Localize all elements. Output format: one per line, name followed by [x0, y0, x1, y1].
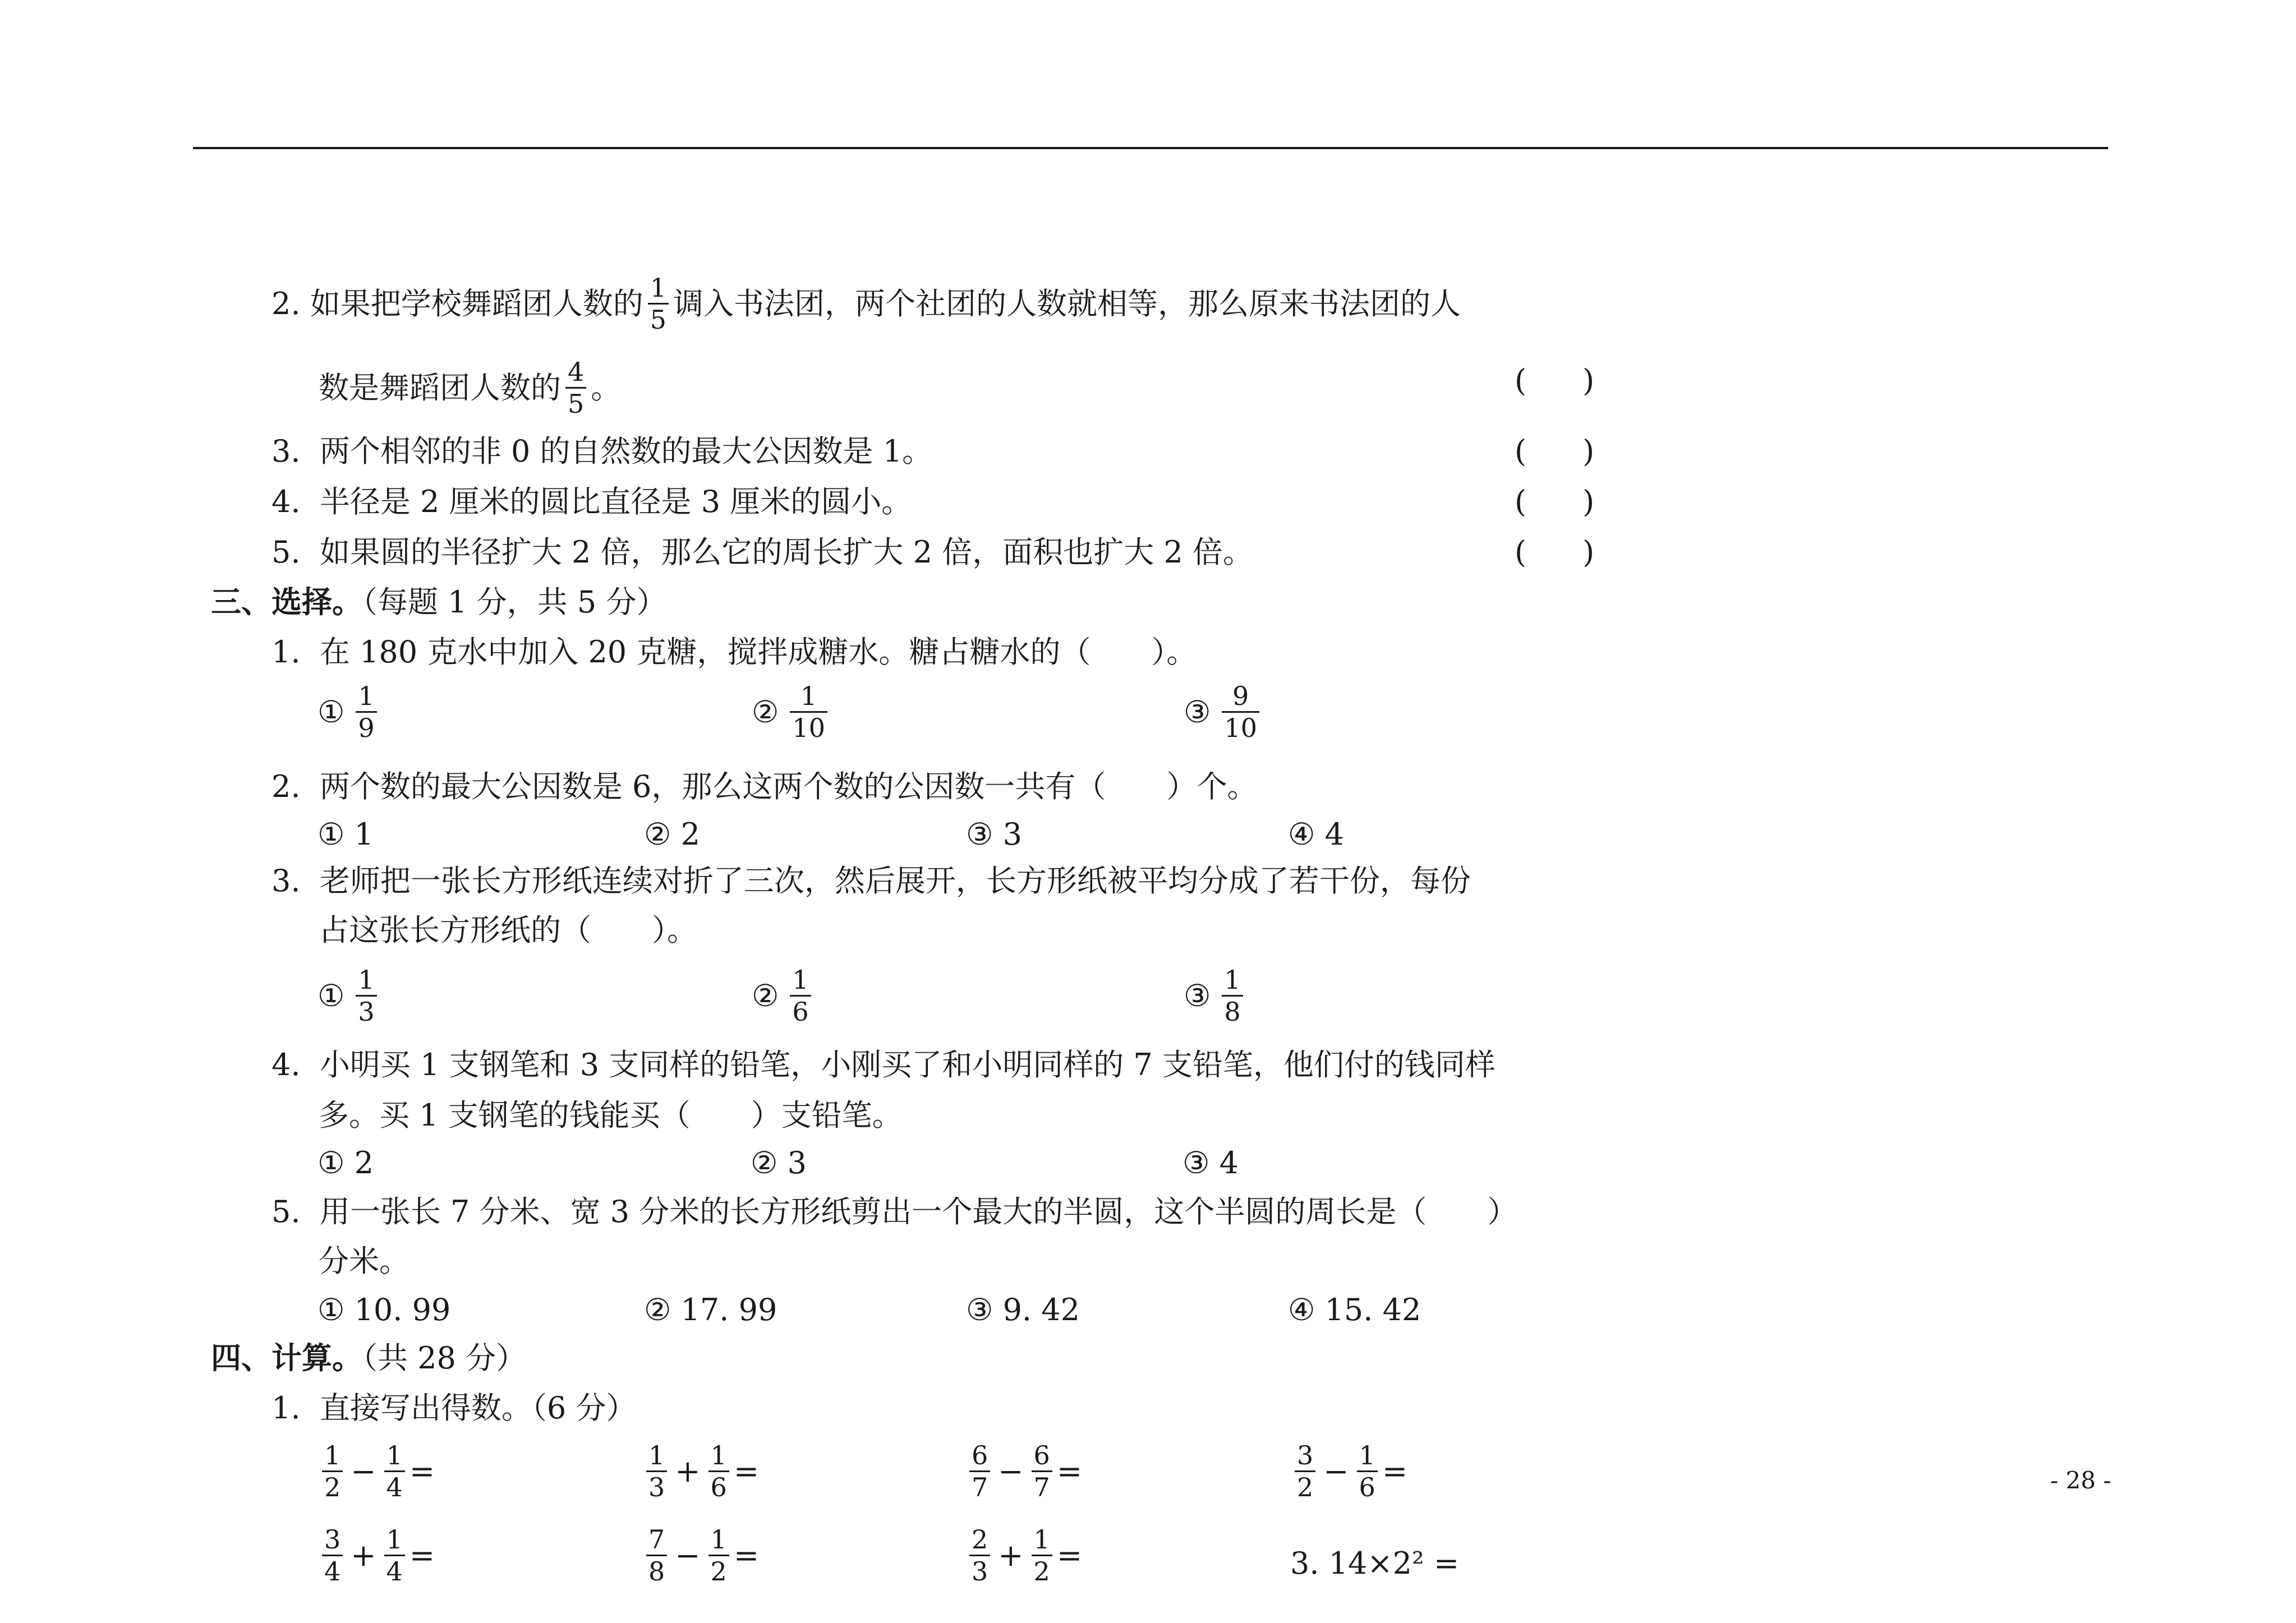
option-label: ③ 3 [966, 817, 1022, 852]
fraction [1357, 1442, 1378, 1500]
option-label: ④ 4 [1288, 817, 1344, 852]
fraction-numerator: 1 [710, 1524, 727, 1555]
paren-open: ( [1515, 363, 1527, 398]
fraction-numerator: 6 [1033, 1440, 1050, 1470]
option-mark: ① [318, 978, 345, 1013]
fraction-numerator: 1 [1224, 965, 1241, 995]
fraction-denominator: 8 [646, 1555, 667, 1584]
paren-close: ) [1582, 434, 1595, 469]
calc-item-2-3[interactable] [965, 1524, 1083, 1587]
choice-q4-option-1[interactable] [318, 1145, 374, 1181]
choice-q4-text-line2: 多。买 1 支钢笔的钱能买（ ）支铅笔。 [319, 1098, 903, 1133]
fraction-denominator: 7 [969, 1470, 990, 1500]
header-rule [193, 147, 2108, 149]
fraction [708, 1524, 729, 1587]
choice-q4-option-3[interactable] [1182, 1145, 1239, 1181]
choice-q5-line2 [319, 1243, 409, 1279]
fraction-numerator: 3 [324, 1524, 341, 1555]
judge-q5-text: 如果圆的半径扩大 2 倍，那么它的周长扩大 2 倍，面积也扩大 2 倍。 [319, 534, 1253, 570]
fraction-denominator: 9 [356, 711, 376, 741]
choice-q2-option-3[interactable] [966, 817, 1022, 852]
section-4-heading [211, 1340, 527, 1376]
option-label: ① 2 [318, 1145, 374, 1181]
calc-item-2-1[interactable] [318, 1524, 435, 1587]
calc-item-2-4[interactable] [1290, 1546, 1459, 1581]
choice-q1-option-1[interactable] [318, 683, 381, 741]
option-fraction [1222, 683, 1259, 741]
fraction-numerator: 1 [710, 1440, 727, 1470]
section-4-note: （共 28 分） [362, 1340, 527, 1376]
choice-q2-number: 2. [272, 769, 301, 804]
choice-q2-option-1[interactable] [318, 817, 374, 852]
calc-item-1-3[interactable] [965, 1442, 1082, 1500]
paren-open: ( [1515, 434, 1527, 469]
option-label: ① 10. 99 [318, 1292, 451, 1327]
fraction-numerator: 3 [1297, 1440, 1314, 1470]
fraction-denominator: 5 [648, 303, 669, 333]
fraction-numerator: 7 [648, 1524, 665, 1555]
choice-q3-line1 [272, 863, 1471, 898]
choice-q3-option-1[interactable] [318, 967, 381, 1025]
operator: − [675, 1538, 701, 1573]
fraction-numerator: 1 [650, 273, 666, 303]
calc-q1 [272, 1390, 637, 1426]
fraction-denominator: 2 [708, 1555, 729, 1584]
option-fraction [356, 683, 376, 741]
judge-q3-number: 3. [272, 434, 301, 469]
section-3-heading [211, 584, 667, 620]
judge-q2-text-part2: 调入书法团，两个社团的人数就相等，那么原来书法团的人 [673, 285, 1461, 321]
option-label: ② 17. 99 [644, 1292, 777, 1327]
choice-q4-line2 [319, 1100, 903, 1131]
fraction [1032, 1524, 1052, 1587]
fraction-denominator: 3 [969, 1555, 990, 1584]
choice-q1-option-3[interactable] [1184, 683, 1264, 741]
option-label: ③ 4 [1182, 1145, 1239, 1181]
paren-close: ) [1582, 484, 1595, 519]
choice-q3-option-2[interactable] [752, 967, 816, 1025]
paren-open: ( [1515, 534, 1527, 570]
equals-sign: = [1056, 1454, 1083, 1489]
fraction-denominator: 2 [1032, 1555, 1052, 1584]
fraction [1032, 1442, 1052, 1500]
fraction-numerator: 2 [972, 1524, 988, 1555]
judge-q2-number: 2. [272, 285, 301, 321]
fraction-denominator: 10 [790, 711, 827, 741]
option-label: ④ 15. 42 [1288, 1292, 1421, 1327]
equals-sign: = [1056, 1538, 1083, 1573]
calc-item-1-4[interactable] [1290, 1442, 1407, 1500]
paren-close: ) [1582, 363, 1595, 398]
option-label: ③ 9. 42 [966, 1292, 1080, 1327]
operator: + [675, 1454, 701, 1489]
fraction-denominator: 4 [384, 1470, 405, 1500]
fraction-denominator: 4 [322, 1555, 343, 1584]
choice-q4-line1 [272, 1047, 1496, 1082]
fraction-denominator: 2 [322, 1470, 343, 1500]
fraction-numerator: 6 [972, 1440, 988, 1470]
choice-q5-text-line2: 分米。 [319, 1243, 409, 1279]
judge-q2-line1 [272, 275, 1461, 333]
choice-q4-option-2[interactable] [751, 1145, 807, 1181]
equals-sign: = [733, 1538, 760, 1573]
choice-q5-option-2[interactable] [644, 1292, 777, 1327]
fraction [646, 1524, 667, 1587]
choice-q5-line1 [272, 1194, 1518, 1229]
paren-open: ( [1515, 484, 1527, 519]
judge-q5 [272, 534, 1253, 570]
fraction-numerator: 1 [358, 681, 375, 711]
judge-q2-line2-text: 数是舞蹈团人数的 [319, 370, 561, 405]
page-number: - 28 - [2050, 1467, 2111, 1494]
fraction-numerator: 1 [358, 965, 375, 995]
equals-sign: = [733, 1454, 760, 1489]
fraction-numerator: 1 [1359, 1440, 1375, 1470]
paren-close: ) [1582, 534, 1595, 570]
fraction-denominator: 5 [565, 387, 586, 417]
operator: − [998, 1454, 1024, 1489]
choice-q2 [272, 769, 1258, 804]
choice-q5-number: 5. [272, 1194, 301, 1229]
option-label: ① 1 [318, 817, 374, 852]
fraction-numerator: 1 [324, 1440, 341, 1470]
choice-q4-number: 4. [272, 1047, 301, 1082]
judge-q2-line2 [319, 359, 621, 417]
judge-q2-fraction-1 [648, 275, 669, 333]
fraction [646, 1442, 667, 1500]
calc-item-1-2[interactable] [642, 1442, 759, 1500]
section-3-title: 三、选择。 [211, 584, 362, 620]
fraction [322, 1524, 343, 1587]
choice-q3-option-3[interactable] [1184, 967, 1248, 1025]
judge-q2-line2-end: 。 [591, 370, 622, 405]
choice-q1 [272, 634, 1197, 670]
fraction-denominator: 2 [1295, 1470, 1315, 1500]
fraction [1295, 1442, 1315, 1500]
operator: + [351, 1538, 376, 1573]
calc-q1-number: 1. [272, 1390, 301, 1426]
option-label: ② 2 [644, 817, 700, 852]
fraction-numerator: 9 [1232, 681, 1249, 711]
choice-q2-option-4[interactable] [1288, 817, 1344, 852]
fraction-denominator: 6 [1357, 1470, 1378, 1500]
choice-q4-text-line1: 小明买 1 支钢笔和 3 支同样的铅笔，小刚买了和小明同样的 7 支铅笔，他们付的钱同样 [319, 1047, 1496, 1082]
choice-q5-text-line1: 用一张长 7 分米、宽 3 分米的长方形纸剪出一个最大的半圆，这个半圆的周长是（ ） [319, 1194, 1518, 1229]
calc-q1-text: 直接写出得数。（6 分） [319, 1390, 637, 1426]
choice-q1-option-2[interactable] [752, 683, 832, 741]
judge-q4 [272, 484, 912, 519]
judge-q5-answer-parens[interactable] [1515, 534, 1595, 570]
fraction-numerator: 1 [792, 965, 809, 995]
judge-q5-number: 5. [272, 534, 301, 570]
option-mark: ② [752, 978, 779, 1013]
fraction-denominator: 6 [790, 995, 811, 1025]
fraction [708, 1442, 729, 1500]
judge-q4-text: 半径是 2 厘米的圆比直径是 3 厘米的圆小。 [319, 484, 912, 519]
fraction-numerator: 4 [568, 357, 585, 387]
fraction-denominator: 3 [646, 1470, 667, 1500]
calc-item-2-2[interactable] [642, 1524, 760, 1587]
fraction-denominator: 7 [1032, 1470, 1052, 1500]
section-4-title: 四、计算。 [211, 1340, 362, 1376]
judge-q2-fraction-2 [565, 359, 586, 417]
choice-q1-text: 在 180 克水中加入 20 克糖，搅拌成糖水。糖占糖水的（ ）。 [319, 634, 1197, 670]
judge-q4-number: 4. [272, 484, 301, 519]
option-label: ② 3 [751, 1145, 807, 1181]
operator: + [998, 1538, 1024, 1573]
equals-sign: = [409, 1538, 435, 1573]
option-fraction [356, 967, 376, 1025]
choice-q5-option-1[interactable] [318, 1292, 450, 1327]
fraction [322, 1442, 343, 1500]
choice-q3-line2 [319, 912, 697, 948]
choice-q5-option-3[interactable] [966, 1292, 1080, 1327]
fraction-denominator: 3 [356, 995, 376, 1025]
option-mark: ③ [1184, 694, 1211, 730]
calc-item-1-1[interactable] [318, 1442, 435, 1500]
option-fraction [790, 683, 827, 741]
fraction-numerator: 1 [800, 681, 817, 711]
choice-q2-text: 两个数的最大公因数是 6，那么这两个数的公因数一共有（ ）个。 [319, 769, 1258, 804]
fraction-numerator: 1 [386, 1524, 403, 1555]
option-mark: ③ [1184, 978, 1211, 1013]
judge-q4-answer-parens[interactable] [1515, 484, 1595, 519]
fraction-numerator: 1 [1033, 1524, 1050, 1555]
fraction-numerator: 1 [648, 1440, 665, 1470]
fraction-numerator: 1 [386, 1440, 403, 1470]
choice-q2-option-2[interactable] [644, 817, 700, 852]
fraction [969, 1524, 990, 1587]
choice-q3-text-line1: 老师把一张长方形纸连续对折了三次，然后展开，长方形纸被平均分成了若干份，每份 [319, 863, 1471, 898]
judge-q3-answer-parens[interactable] [1515, 436, 1594, 467]
choice-q1-number: 1. [272, 634, 301, 670]
option-fraction [790, 967, 811, 1025]
judge-q3 [272, 436, 932, 467]
fraction-denominator: 4 [384, 1555, 405, 1584]
operator: − [1323, 1454, 1349, 1489]
equals-sign: = [1382, 1454, 1408, 1489]
option-fraction [1222, 967, 1243, 1025]
judge-q3-text: 两个相邻的非 0 的自然数的最大公因数是 1。 [319, 434, 933, 469]
option-mark: ① [318, 694, 345, 730]
choice-q3-number: 3. [272, 863, 301, 898]
option-mark: ② [752, 694, 779, 730]
calc-expression: 3. 14×2² = [1290, 1546, 1460, 1581]
fraction-denominator: 10 [1222, 711, 1259, 741]
fraction [384, 1524, 405, 1587]
fraction [384, 1442, 405, 1500]
operator: − [351, 1454, 376, 1489]
equals-sign: = [409, 1454, 435, 1489]
fraction-denominator: 6 [708, 1470, 729, 1500]
judge-q2-text-part1: 如果把学校舞蹈团人数的 [310, 285, 643, 321]
choice-q5-option-4[interactable] [1288, 1292, 1421, 1327]
section-3-note: （每题 1 分，共 5 分） [362, 584, 667, 620]
fraction [969, 1442, 990, 1500]
choice-q3-text-line2: 占这张长方形纸的（ ）。 [319, 912, 697, 948]
judge-q2-answer-parens[interactable] [1515, 363, 1595, 398]
fraction-denominator: 8 [1222, 995, 1243, 1025]
